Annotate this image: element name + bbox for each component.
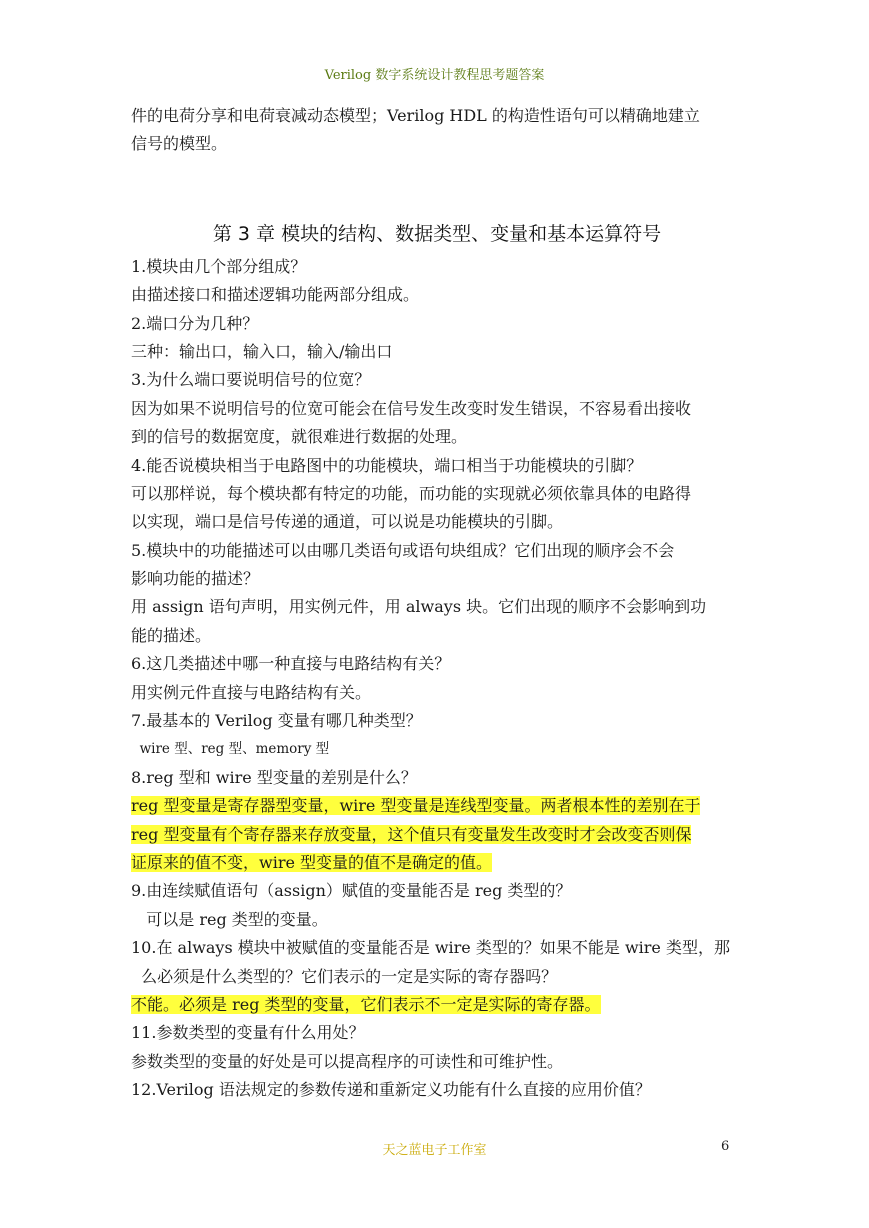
answer-10-highlighted	[131, 991, 743, 1019]
answer-8-highlighted	[131, 821, 743, 849]
answer-3: 因为如果不说明信号的位宽可能会在信号发生改变时发生错误，不容易看出接收	[131, 398, 692, 418]
question-6: 6.这几类描述中哪一种直接与电路结构有关？	[131, 654, 451, 674]
answer-7: wire 型、reg 型、memory 型	[131, 741, 330, 758]
question-8: 8.reg 型和 wire 型变量的差别是什么？	[131, 767, 417, 787]
question-12: 12.Verilog 语法规定的参数传递和重新定义功能有什么直接的应用价值？	[131, 1080, 651, 1100]
highlighted-text: reg 型变量有个寄存器来存放变量，这个值只有变量发生改变时才会改变否则保	[131, 824, 692, 844]
answer-11: 参数类型的变量的好处是可以提高程序的可读性和可维护性。	[131, 1051, 564, 1071]
question-7: 7.最基本的 Verilog 变量有哪几种类型？	[131, 711, 422, 731]
answer-4: 以实现，端口是信号传递的通道，可以说是功能模块的引脚。	[131, 512, 564, 532]
question-2: 2.端口分为几种？	[131, 313, 259, 333]
question-9: 9.由连续赋值语句（assign）赋值的变量能否是 reg 类型的？	[131, 881, 572, 901]
answer-8-highlighted	[131, 792, 743, 820]
answer-5: 能的描述。	[131, 625, 212, 645]
highlighted-text: 证原来的值不变，wire 型变量的值不是确定的值。	[131, 852, 493, 872]
highlighted-text: 不能。必须是 reg 类型的变量，它们表示不一定是实际的寄存器。	[131, 994, 601, 1014]
question-5: 5.模块中的功能描述可以由哪几类语句或语句块组成？它们出现的顺序会不会	[131, 540, 675, 560]
answer-6: 用实例元件直接与电路结构有关。	[131, 682, 372, 702]
answer-8-highlighted	[131, 849, 743, 877]
question-4: 4.能否说模块相当于电路图中的功能模块，端口相当于功能模块的引脚？	[131, 455, 643, 475]
section-gap	[131, 159, 743, 213]
answer-1: 由描述接口和描述逻辑功能两部分组成。	[131, 285, 420, 305]
page-header: Verilog 数字系统设计教程思考题答案	[324, 68, 545, 83]
question-3: 3.为什么端口要说明信号的位宽？	[131, 370, 371, 390]
intro-line: 信号的模型。	[131, 134, 228, 154]
question-11: 11.参数类型的变量有什么用处？	[131, 1023, 365, 1043]
answer-3: 到的信号的数据宽度，就很难进行数据的处理。	[131, 427, 468, 447]
answer-5: 用 assign 语句声明，用实例元件，用 always 块。它们出现的顺序不会影响到功	[131, 597, 707, 617]
chapter-title: 第 3 章 模块的结构、数据类型、变量和基本运算符号	[212, 222, 662, 245]
highlighted-text: reg 型变量是寄存器型变量，wire 型变量是连线型变量。两者根本性的差别在于	[131, 796, 701, 816]
answer-9: 可以是 reg 类型的变量。	[131, 909, 328, 929]
page-content	[131, 102, 743, 1105]
question-10: 10.在 always 模块中被赋值的变量能否是 wire 类型的？如果不能是 wire 类型，那	[131, 938, 730, 958]
page-number: 6	[721, 1139, 730, 1154]
intro-line: 件的电荷分享和电荷衰减动态模型；Verilog HDL 的构造性语句可以精确地建立	[131, 106, 700, 125]
question-10: 么必须是什么类型的？它们表示的一定是实际的寄存器吗？	[131, 966, 558, 986]
question-1: 1.模块由几个部分组成？	[131, 256, 307, 276]
question-5: 影响功能的描述？	[131, 569, 260, 589]
footer-studio-name: 天之蓝电子工作室	[382, 1143, 487, 1158]
answer-4: 可以那样说，每个模块都有特定的功能，而功能的实现就必须依靠具体的电路得	[131, 483, 692, 503]
answer-2: 三种：输出口，输入口，输入/输出口	[131, 341, 393, 361]
